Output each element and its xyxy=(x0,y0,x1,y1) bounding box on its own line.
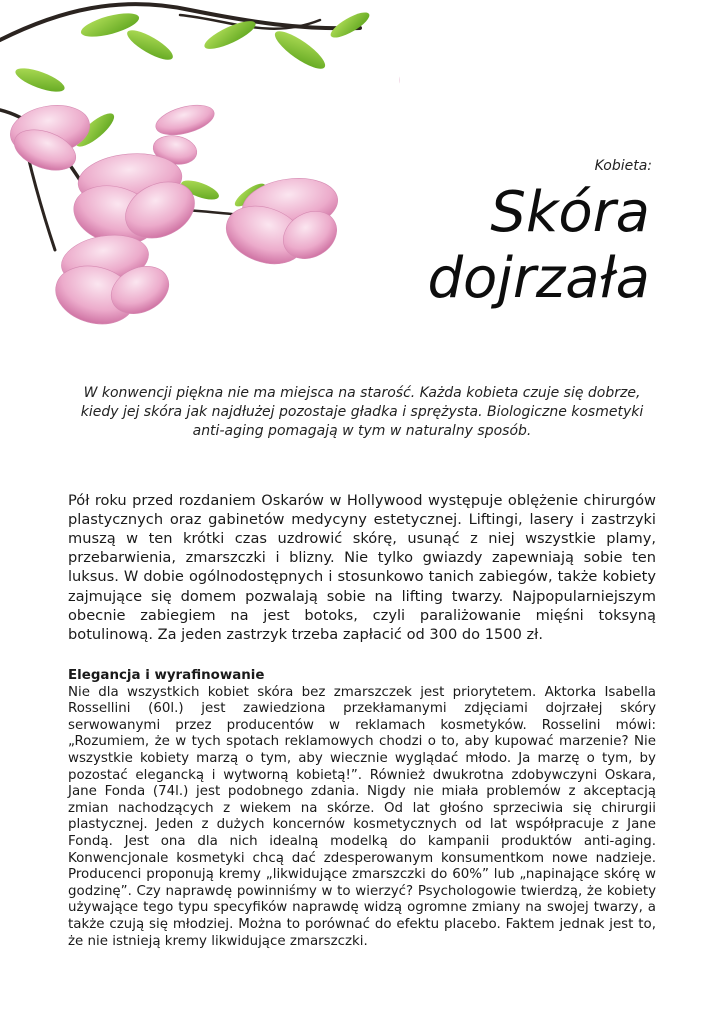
section-heading: Elegancja i wyrafinowanie xyxy=(68,668,265,683)
section-kicker: Kobieta: xyxy=(594,158,652,174)
page-title-line-2: dojrzała xyxy=(427,246,650,311)
intro-paragraph: Pół roku przed rozdaniem Oskarów w Hollywood występuje oblężenie chirurgów plastycznych oraz gabinetów medycyny estetycznej. Liftingi, lasery i zastrzyki muszą w ten krótki czas uzdrowić skórę, usunąć z niej wszystkie plamy, przebarwienia, zmarszczki i blizny. Nie tylko gwiazdy zapewniają sobie ten luksus. W dobie ogólnodostępnych i stosunkowo tanich zabiegów, także kobiety zajmujące się domem pozwalają sobie na lifting twarzy. Najpopularniejszym obecnie zabiegiem na jest botoks, czyli paraliżowanie mięśni toksyną botulinową. Za jeden zastrzyk trzeba zapłacić od 300 do 1500 zł. xyxy=(68,491,656,644)
page-title xyxy=(428,180,651,312)
article-section xyxy=(68,668,656,950)
magnolia-branch-illustration xyxy=(0,0,400,350)
page-title-line-1: Skóra xyxy=(490,180,650,245)
lead-paragraph: W konwencji piękna nie ma miejsca na starość. Każda kobieta czuje się dobrze, kiedy jej skóra jak najdłużej pozostaje gładka i sprężysta. Biologiczne kosmetyki anti-aging pomagają w tym w naturalny sposób. xyxy=(80,385,644,439)
section-body: Nie dla wszystkich kobiet skóra bez zmarszczek jest priorytetem. Aktorka Isabella Rossellini (60l.) jest zawiedziona przekłamanymi zdjęciami dojrzałej skóry serwowanymi przez producentów w reklamach kosmetyków. Rosselini mówi: „Rozumiem, że w tych spotach reklamowych chodzi o to, aby kupować marzenie? Nie wszystkie kobiety marzą o tym, aby wiecznie wyglądać młodo. Ja marzę o tym, by pozostać elegancką i wytworną kobietą!”. Również dwukrotna zdobywczyni Oskara, Jane Fonda (74l.) jest podobnego zdania. Nigdy nie miała problemów z akceptacją zmian nachodzących z wiekem na skórze. Od lat głośno sprzeciwia się chirurgii plastycznej. Jeden z dużych koncernów kosmetycznych od lat współpracuje z Jane Fondą. Jest ona dla nich idealną modelką do kampanii produktów anti-aging. Konwencjonale kosmetyki chcą dać zdesperowanym konsumentkom nowe nadzieje. Producenci proponują kremy „likwidujące zmarszczki do 60%” lub „napinające skórę w godzinę”. Czy naprawdę powinniśmy w to wierzyć? Psychologowie twierdzą, że kobiety używające tego typu specyfików naprawdę widzą ogromne zmiany na swojej twarzy, a także czują się młodziej. Można to porównać do efektu placebo. Faktem jednak jest to, że nie istnieją kremy likwidujące zmarszczki. xyxy=(68,684,656,949)
